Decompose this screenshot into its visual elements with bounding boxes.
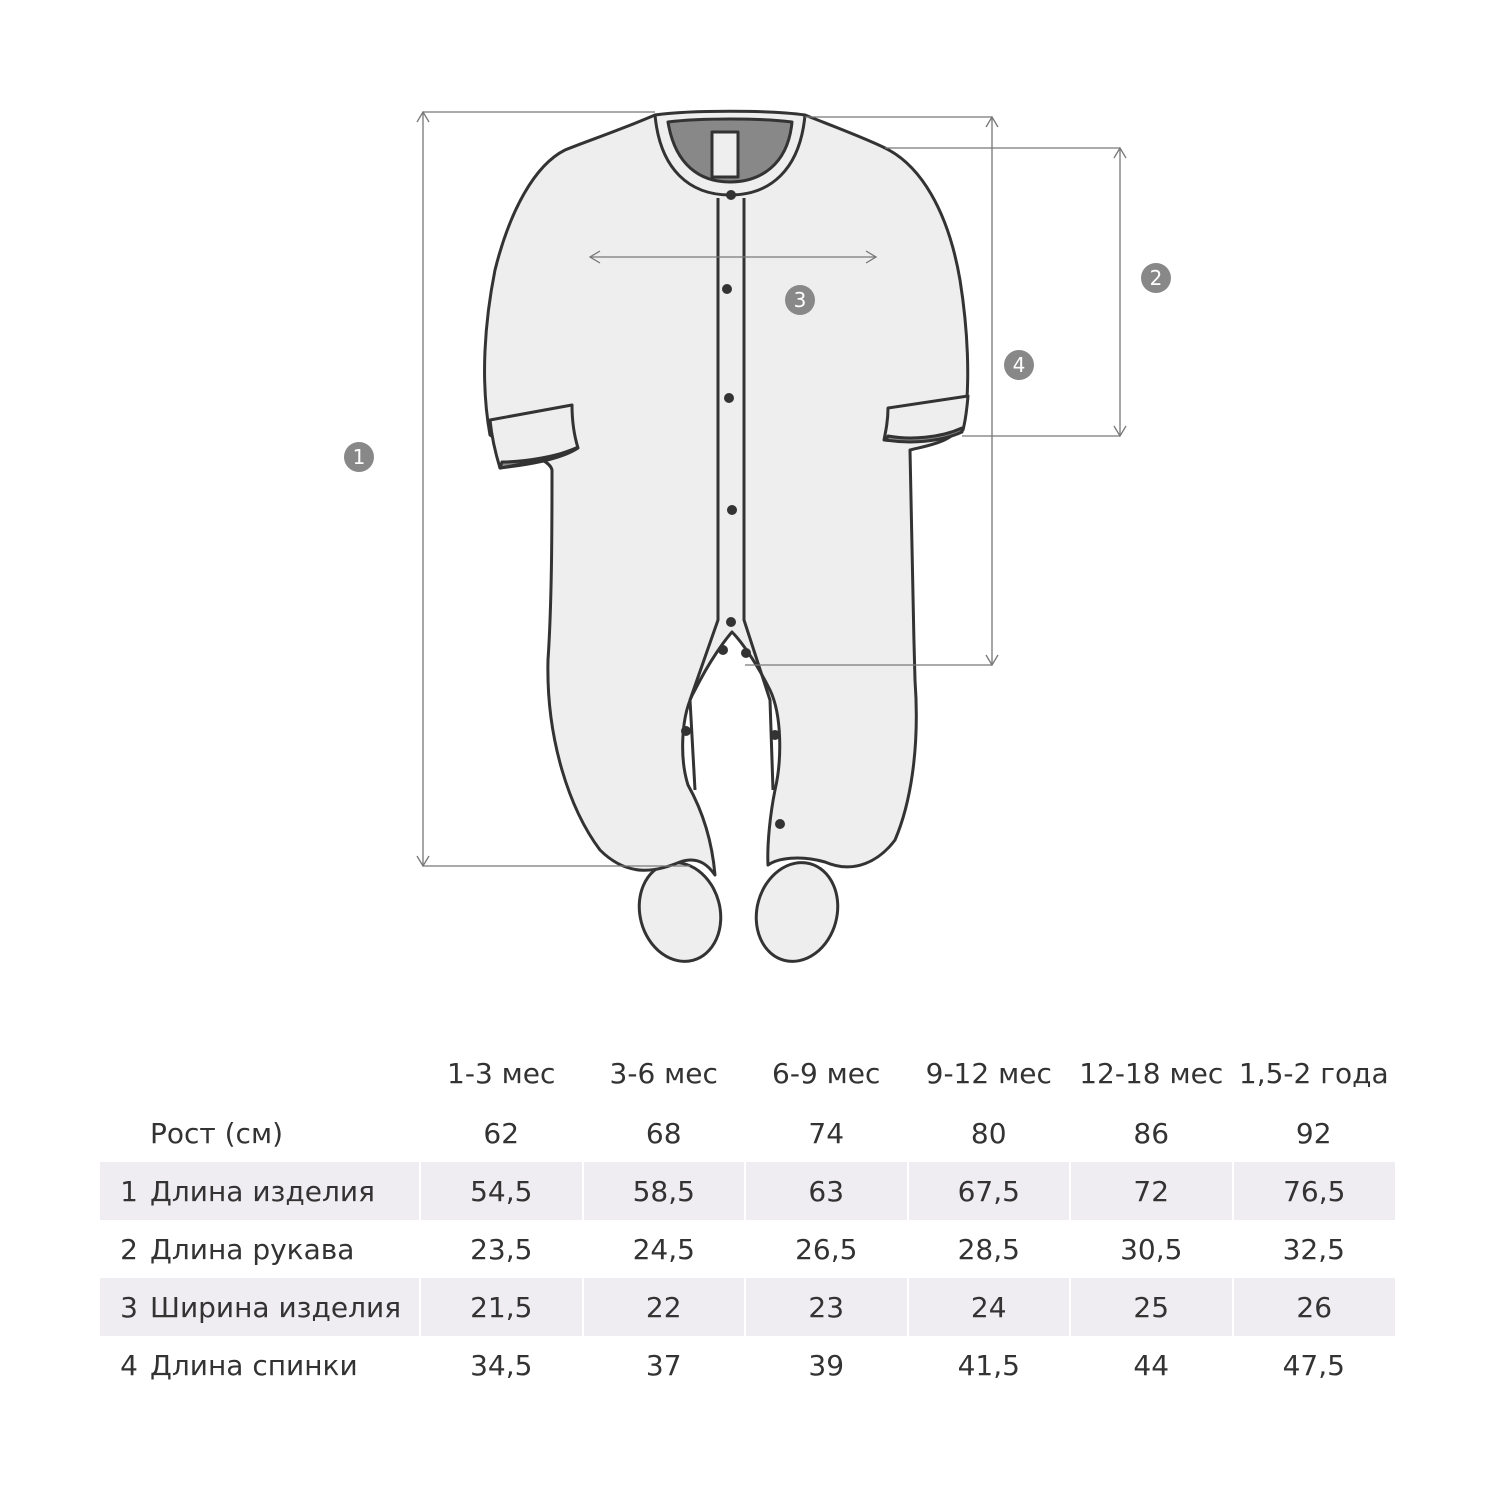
row-number: 3 [100,1278,150,1336]
table-row [100,1336,1395,1394]
table-cell: 37 [645,1348,682,1382]
right-foot [745,853,848,970]
height-row [100,1104,1395,1162]
romper-outline [485,111,968,970]
size-header-cell: 3-6 мес [609,1056,718,1090]
table-row [100,1162,1395,1220]
table-cell: 26,5 [795,1232,858,1266]
size-header-cell: 12-18 мес [1079,1056,1224,1090]
table-cell: 47,5 [1282,1348,1345,1382]
table-cell: 76,5 [1233,1162,1396,1220]
size-header-cell: 9-12 мес [925,1056,1052,1090]
marker-1-label: 1 [352,445,366,469]
table-cell: 86 [1133,1116,1170,1150]
row-label: Длина спинки [150,1348,358,1382]
table-cell: 21,5 [420,1278,583,1336]
table-cell: 25 [1070,1278,1233,1336]
table-cell: 54,5 [420,1162,583,1220]
header-empty [150,1042,420,1104]
table-cell: 26 [1233,1278,1396,1336]
table-row [100,1220,1395,1278]
table-cell: 34,5 [470,1348,533,1382]
table-cell: 23,5 [470,1232,533,1266]
marker-1 [344,442,374,472]
row-label: Длина изделия [150,1162,420,1220]
table-cell: 32,5 [1282,1232,1345,1266]
marker-3 [785,285,815,315]
row-number [100,1104,150,1162]
romper-body [485,115,968,875]
table-cell: 68 [645,1116,682,1150]
marker-2 [1141,263,1171,293]
table-cell: 28,5 [957,1232,1020,1266]
table-cell: 80 [970,1116,1007,1150]
table-cell: 63 [745,1162,908,1220]
table-cell: 58,5 [583,1162,746,1220]
marker-4-label: 4 [1012,353,1026,377]
table-cell: 74 [808,1116,845,1150]
header-empty [100,1042,150,1104]
table-cell: 67,5 [908,1162,1071,1220]
row-number: 2 [120,1232,138,1266]
table-cell: 44 [1133,1348,1170,1382]
size-header-cell: 1-3 мес [447,1056,556,1090]
size-header-cell: 1,5-2 года [1238,1056,1389,1090]
table-cell: 24 [908,1278,1071,1336]
marker-2-label: 2 [1149,266,1163,290]
table-cell: 41,5 [957,1348,1020,1382]
table-cell: 30,5 [1120,1232,1183,1266]
size-table [100,1042,1395,1394]
table-cell: 92 [1295,1116,1332,1150]
row-label: Ширина изделия [150,1278,420,1336]
size-header-row [100,1042,1395,1104]
row-number: 4 [120,1348,138,1382]
marker-3-label: 3 [793,288,807,312]
size-header-cell: 6-9 мес [772,1056,881,1090]
table-cell: 39 [808,1348,845,1382]
row-label: Рост (см) [150,1116,283,1150]
row-number: 1 [100,1162,150,1220]
table-cell: 62 [483,1116,520,1150]
row-label: Длина рукава [150,1232,355,1266]
table-row [100,1278,1395,1336]
marker-4 [1004,350,1034,380]
table-cell: 22 [583,1278,746,1336]
table-cell: 24,5 [632,1232,695,1266]
table-cell: 23 [745,1278,908,1336]
neck-tab [712,132,738,177]
table-cell: 72 [1070,1162,1233,1220]
